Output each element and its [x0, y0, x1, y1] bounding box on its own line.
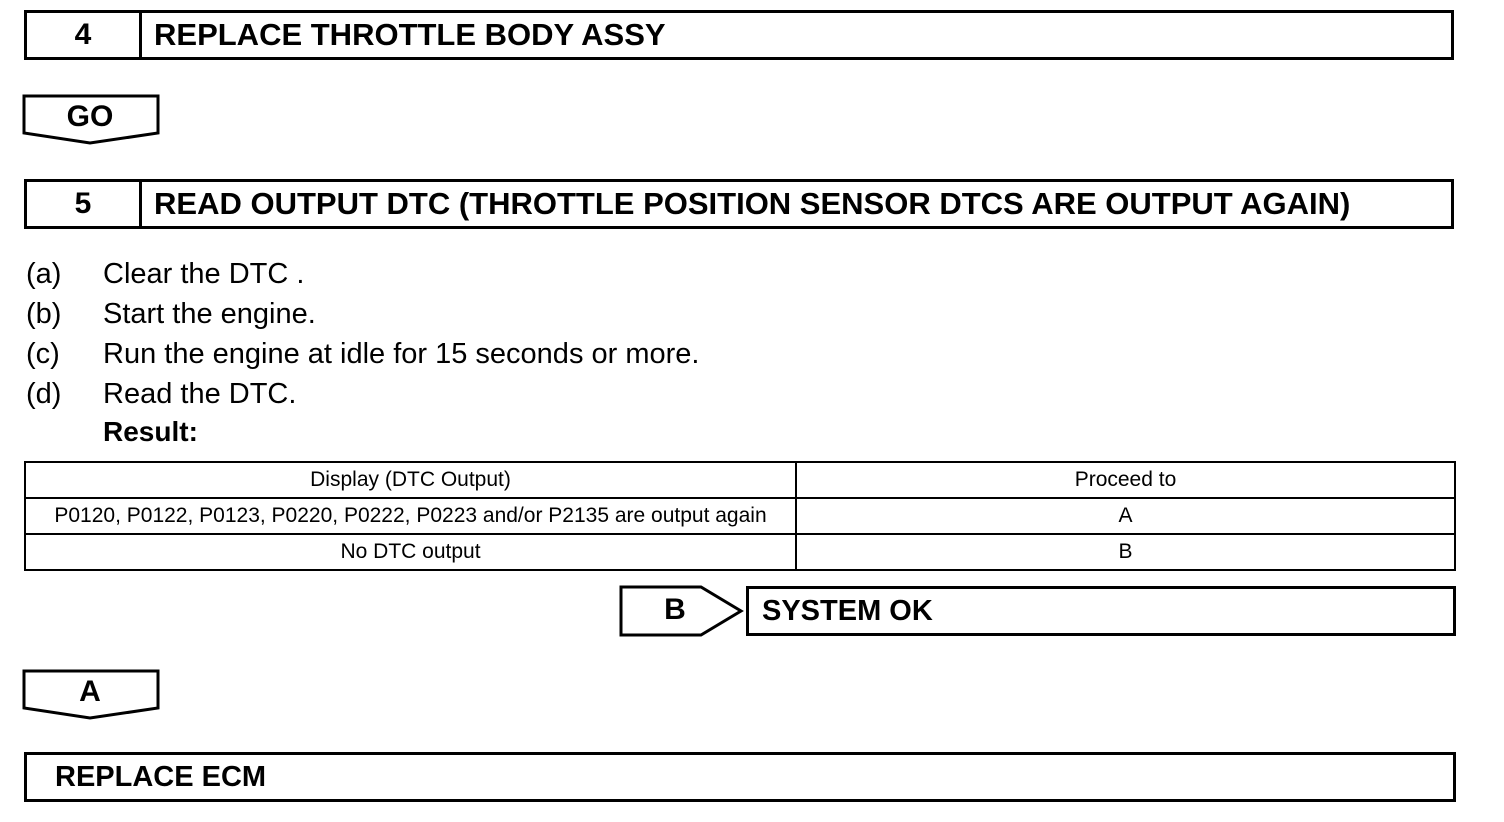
instruction-item [26, 296, 699, 336]
step-4-header [24, 10, 1454, 60]
table-cell-display: No DTC output [25, 534, 796, 570]
instruction-text: Clear the DTC . [103, 258, 305, 290]
result-table [24, 461, 1456, 571]
instruction-letter: (b) [26, 298, 62, 330]
table-cell-proceed: B [796, 534, 1455, 570]
step-title: REPLACE THROTTLE BODY ASSY [154, 17, 666, 52]
instruction-text: Read the DTC. [103, 378, 297, 410]
instruction-list [26, 256, 699, 416]
branch-b-label: B [664, 593, 686, 626]
table-row [25, 498, 1455, 534]
instruction-item [26, 256, 699, 296]
go-label: GO [66, 100, 114, 133]
table-cell-display: P0120, P0122, P0123, P0220, P0222, P0223 and/or P2135 are output again [25, 498, 796, 534]
table-header-row [25, 462, 1455, 498]
instruction-letter: (c) [26, 338, 60, 370]
table-cell-proceed: A [796, 498, 1455, 534]
step-5-header [24, 179, 1454, 229]
instruction-text: Start the engine. [103, 298, 316, 330]
instruction-letter: (d) [26, 378, 62, 410]
table-row [25, 534, 1455, 570]
result-label: Result: [103, 416, 198, 447]
step-title: READ OUTPUT DTC (THROTTLE POSITION SENSOR DTCS ARE OUTPUT AGAIN) [154, 186, 1351, 221]
instruction-letter: (a) [26, 258, 62, 290]
column-header-display: Display (DTC Output) [25, 462, 796, 498]
branch-b-tag [619, 585, 745, 637]
instruction-item [26, 336, 699, 376]
go-flag [22, 94, 162, 146]
instruction-item [26, 376, 699, 416]
branch-a-flag [22, 669, 162, 721]
final-action-box: REPLACE ECM [24, 752, 1456, 802]
column-header-proceed: Proceed to [796, 462, 1455, 498]
instruction-text: Run the engine at idle for 15 seconds or more. [103, 338, 700, 370]
step-number: 4 [27, 13, 142, 57]
system-ok-box: SYSTEM OK [746, 586, 1456, 636]
branch-a-label: A [79, 675, 101, 708]
step-number: 5 [27, 182, 142, 226]
